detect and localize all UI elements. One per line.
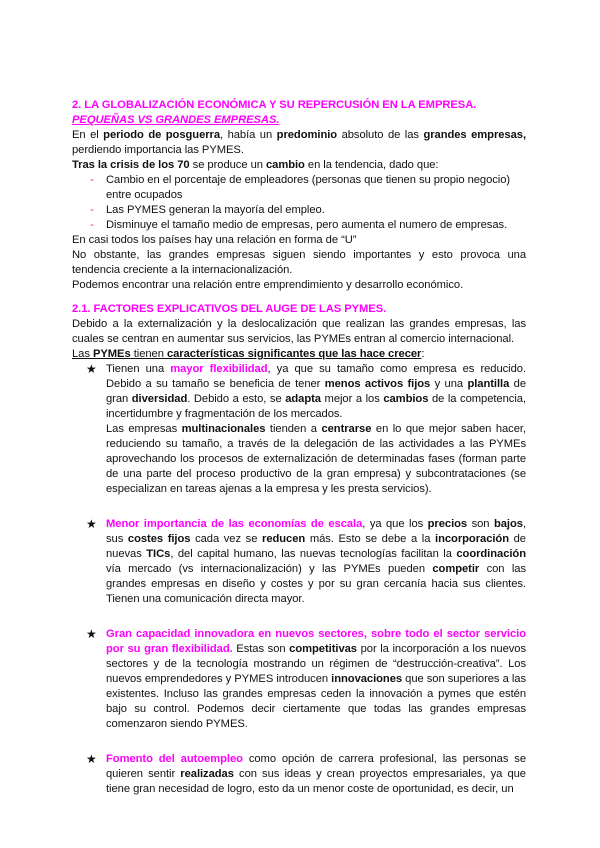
document-body [72, 98, 526, 797]
factor-item-flexibility: ★ Tienen una mayor flexibilidad, ya que su tamaño como empresa es reducido. Debido a su tamaño se beneficia de tener menos activos fijos y una plantilla de gran diversidad. Debido a esto, se adapta mejor a los cambios de la competencia, incertidumbre y fragmentación de los mercados. Las empresas multinacionales tienden a centrarse en lo que mejor saben hacer, reduciendo su tamaño, a través de la delegación de las actividades a las PYMEs aprovechando los procesos de externalización de determinadas fases (forman parte de una parte del proceso productivo de la gran empresa) y subcontrataciones (se especializan en tareas ajenas a la empresa y les presta servicios). [86, 362, 527, 495]
star-bullet-icon: ★ [86, 752, 97, 766]
list-item: - Las PYMES generan la mayoría del empleo. [90, 204, 325, 216]
dash-bullet: - [90, 219, 94, 231]
factor-item-innovation: ★ Gran capacidad innovadora en nuevos sectores, sobre todo el sector servicio por su gran flexibilidad. Estas son competitivas por la incorporación a los nuevos sectores y de la tecnología mostrando un régimen de “destrucción-creativa”. Los nuevos emprendedores y PYMES introducen innovaciones que son superiores a las existentes. Incluso las grandes empresas ceden la innovación a pymes que estén bajo su control. Podemos decir ciertamente que todas las grandes empresas comenzaron siendo PYMES. [86, 627, 526, 730]
subsection-paragraph-1: Debido a la externalización y la deslocalización que realizan las grandes empresas, las cuales se centran en aumentar sus servicios, las PYMEs entran al comercio internacional. [72, 318, 526, 345]
subsection-paragraph-2: Las PYMEs tienen características significantes que las hace crecer: [72, 348, 425, 360]
list-item: - Disminuye el tamaño medio de empresas, pero aumenta el numero de empresas. [90, 219, 508, 231]
list-item: - Cambio en el porcentaje de empleadores (personas que tienen su propio negocio) entre ocupados [90, 174, 511, 201]
star-bullet-icon: ★ [86, 627, 97, 641]
section-subheading: PEQUEÑAS VS GRANDES EMPRESAS. [72, 114, 280, 126]
subsection-heading: 2.1. FACTORES EXPLICATIVOS DEL AUGE DE LAS PYMES. [72, 303, 387, 315]
factor-item-self-employment: ★ Fomento del autoempleo como opción de carrera profesional, las personas se quieren sentir realizadas con sus ideas y crean proyectos empresariales, ya que tiene gran necesidad de logro, esto da un menor coste de oportunidad, es decir, un [86, 752, 527, 795]
change-list [72, 173, 526, 233]
intro-paragraph-2: Tras la crisis de los 70 se produce un cambio en la tendencia, dado que: [72, 159, 439, 171]
intro-paragraph-1: En el periodo de posguerra, había un predominio absoluto de las grandes empresas, perdiendo importancia las PYMES. [72, 129, 526, 156]
intro-paragraph-4: No obstante, las grandes empresas siguen siendo importantes y esto provoca una tendencia creciente a la internacionalización. [72, 249, 526, 276]
intro-paragraph-5: Podemos encontrar una relación entre emprendimiento y desarrollo económico. [72, 279, 464, 291]
section-heading: 2. LA GLOBALIZACIÓN ECONÓMICA Y SU REPERCUSIÓN EN LA EMPRESA. [72, 99, 477, 111]
dash-bullet: - [90, 204, 94, 216]
star-bullet-icon: ★ [86, 517, 97, 531]
dash-bullet: - [90, 174, 94, 186]
factor-item-economies-of-scale: ★ Menor importancia de las economías de escala, ya que los precios son bajos, sus costes fijos cada vez se reducen más. Esto se debe a la incorporación de nuevas TICs, del capital humano, las nuevas tecnologías facilitan la coordinación vía mercado (vs internacionalización) y las PYMEs pueden competir con las grandes empresas en diseño y costes y por su gran cercanía hacia sus clientes. Tienen una comunicación directa mayor. [86, 517, 526, 605]
intro-paragraph-3: En casi todos los países hay una relación en forma de “U” [72, 234, 357, 246]
star-bullet-icon: ★ [86, 362, 97, 376]
